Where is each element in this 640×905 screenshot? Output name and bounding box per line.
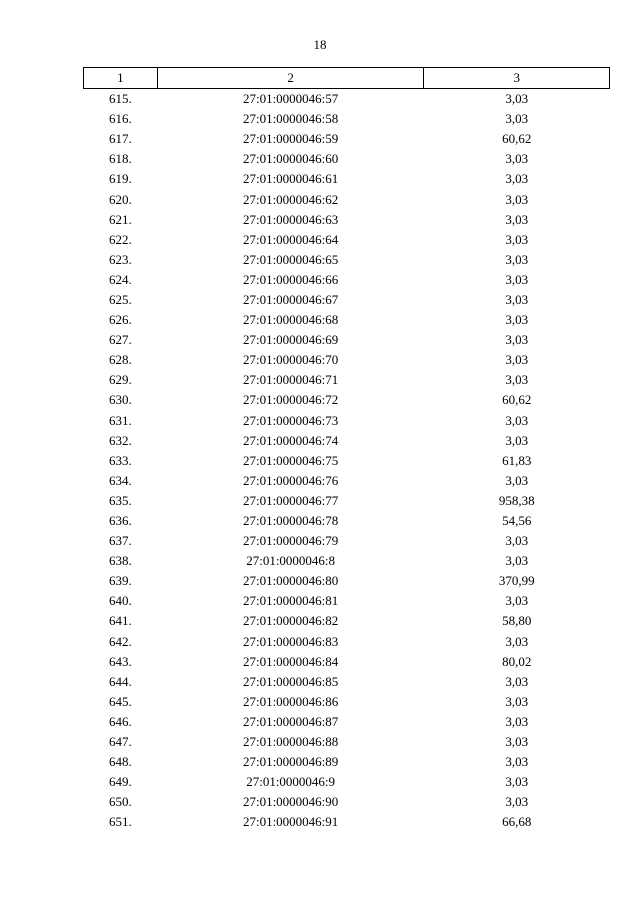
table-row [84,310,610,330]
cadastral-number-cell: 27:01:0000046:76 [242,472,339,488]
table-row [84,551,610,571]
cadastral-number-cell: 27:01:0000046:81 [242,593,339,609]
cadastral-number-cell: 27:01:0000046:86 [242,693,339,709]
table-row [84,210,610,230]
table-row [84,812,610,832]
cadastral-number-cell: 27:01:0000046:9 [246,774,336,790]
table-row [84,672,610,692]
table-row [84,632,610,652]
table-row [84,189,610,209]
row-number-cell: 634. [109,472,132,488]
cadastral-number-cell: 27:01:0000046:65 [242,251,339,267]
row-number-cell: 617. [109,131,132,147]
column-header-3: 3 [424,68,610,89]
value-cell: 3,03 [505,713,529,729]
row-number-cell: 639. [109,573,132,589]
value-cell: 3,03 [505,774,529,790]
value-cell: 60,62 [502,392,532,408]
cadastral-number-cell: 27:01:0000046:74 [242,432,339,448]
row-number-cell: 627. [109,332,132,348]
cadastral-number-cell: 27:01:0000046:85 [242,673,339,689]
table-row [84,471,610,491]
value-cell: 3,03 [505,693,529,709]
value-cell: 3,03 [505,533,529,549]
column-header-1: 1 [84,68,158,89]
row-number-cell: 643. [109,653,132,669]
table-row [84,350,610,370]
value-cell: 3,03 [505,673,529,689]
value-cell: 3,03 [505,291,529,307]
value-cell: 3,03 [505,754,529,770]
cadastral-number-cell: 27:01:0000046:78 [242,513,339,529]
row-number-cell: 649. [109,774,132,790]
table-row [84,230,610,250]
value-cell: 3,03 [505,352,529,368]
cadastral-table [83,67,610,832]
row-number-cell: 632. [109,432,132,448]
row-number-cell: 646. [109,713,132,729]
cadastral-number-cell: 27:01:0000046:57 [242,91,339,107]
row-number-cell: 648. [109,754,132,770]
table-row [84,370,610,390]
cadastral-number-cell: 27:01:0000046:83 [242,633,339,649]
table-row [84,411,610,431]
table-row [84,792,610,812]
value-cell: 3,03 [505,633,529,649]
table-row [84,511,610,531]
value-cell: 3,03 [505,553,529,569]
cadastral-number-cell: 27:01:0000046:61 [242,171,339,187]
table-row [84,149,610,169]
table-row [84,89,610,110]
table-row [84,431,610,451]
table-row [84,692,610,712]
row-number-cell: 637. [109,533,132,549]
page-number: 18 [313,37,327,52]
table-row [84,330,610,350]
row-number-cell: 624. [109,271,132,287]
value-cell: 3,03 [505,734,529,750]
row-number-cell: 622. [109,231,132,247]
cadastral-number-cell: 27:01:0000046:90 [242,794,339,810]
value-cell: 3,03 [505,111,529,127]
value-cell: 66,68 [502,814,532,830]
header-row [84,68,610,89]
value-cell: 3,03 [505,472,529,488]
table-row [84,652,610,672]
cadastral-number-cell: 27:01:0000046:64 [242,231,339,247]
table-row [84,732,610,752]
cadastral-number-cell: 27:01:0000046:63 [242,211,339,227]
cadastral-number-cell: 27:01:0000046:77 [242,492,339,508]
value-cell: 3,03 [505,211,529,227]
row-number-cell: 640. [109,593,132,609]
table-row [84,571,610,591]
row-number-cell: 616. [109,111,132,127]
value-cell: 3,03 [505,251,529,267]
cadastral-number-cell: 27:01:0000046:67 [242,291,339,307]
row-number-cell: 630. [109,392,132,408]
value-cell: 3,03 [505,271,529,287]
row-number-cell: 651. [109,814,132,830]
cadastral-number-cell: 27:01:0000046:60 [242,151,339,167]
table-row [84,250,610,270]
value-cell: 3,03 [505,593,529,609]
table-header [84,68,610,89]
value-cell: 3,03 [505,412,529,428]
cadastral-number-cell: 27:01:0000046:70 [242,352,339,368]
cadastral-number-cell: 27:01:0000046:69 [242,332,339,348]
cadastral-number-cell: 27:01:0000046:84 [242,653,339,669]
cadastral-number-cell: 27:01:0000046:89 [242,754,339,770]
cadastral-number-cell: 27:01:0000046:62 [242,191,339,207]
cadastral-number-cell: 27:01:0000046:87 [242,713,339,729]
table-body [84,89,610,833]
row-number-cell: 633. [109,452,132,468]
row-number-cell: 636. [109,513,132,529]
value-cell: 60,62 [502,131,532,147]
table-row [84,129,610,149]
value-cell: 3,03 [505,231,529,247]
row-number-cell: 647. [109,734,132,750]
table-row [84,712,610,732]
row-number-cell: 619. [109,171,132,187]
table-row [84,451,610,471]
row-number-cell: 625. [109,291,132,307]
row-number-cell: 644. [109,673,132,689]
row-number-cell: 642. [109,633,132,649]
table-row [84,611,610,631]
cadastral-number-cell: 27:01:0000046:68 [242,312,339,328]
row-number-cell: 641. [109,613,132,629]
table-row [84,772,610,792]
value-cell: 3,03 [505,312,529,328]
row-number-cell: 635. [109,492,132,508]
table-row [84,390,610,410]
cadastral-number-cell: 27:01:0000046:59 [242,131,339,147]
row-number-cell: 650. [109,794,132,810]
table-row [84,491,610,511]
column-header-2: 2 [157,68,424,89]
table-row [84,270,610,290]
value-cell: 3,03 [505,151,529,167]
table-row [84,752,610,772]
row-number-cell: 621. [109,211,132,227]
value-cell: 3,03 [505,91,529,107]
cadastral-number-cell: 27:01:0000046:58 [242,111,339,127]
cadastral-number-cell: 27:01:0000046:71 [242,372,339,388]
row-number-cell: 626. [109,312,132,328]
value-cell: 61,83 [502,452,532,468]
row-number-cell: 638. [109,553,132,569]
cadastral-number-cell: 27:01:0000046:88 [242,734,339,750]
value-cell: 3,03 [505,372,529,388]
cadastral-number-cell: 27:01:0000046:91 [242,814,339,830]
table-row [84,169,610,189]
cadastral-number-cell: 27:01:0000046:8 [246,553,336,569]
cadastral-number-cell: 27:01:0000046:72 [242,392,339,408]
value-cell: 58,80 [502,613,532,629]
table-row [84,109,610,129]
value-cell: 80,02 [502,653,532,669]
table-row [84,531,610,551]
cadastral-number-cell: 27:01:0000046:80 [242,573,339,589]
row-number-cell: 628. [109,352,132,368]
cadastral-number-cell: 27:01:0000046:75 [242,452,339,468]
cadastral-number-cell: 27:01:0000046:73 [242,412,339,428]
row-number-cell: 631. [109,412,132,428]
cadastral-number-cell: 27:01:0000046:79 [242,533,339,549]
row-number-cell: 629. [109,372,132,388]
row-number-cell: 645. [109,693,132,709]
value-cell: 370,99 [498,573,535,589]
table-row [84,290,610,310]
row-number-cell: 620. [109,191,132,207]
row-number-cell: 615. [109,91,132,107]
value-cell: 54,56 [502,513,532,529]
table-row [84,591,610,611]
value-cell: 3,03 [505,432,529,448]
value-cell: 3,03 [505,332,529,348]
value-cell: 3,03 [505,171,529,187]
row-number-cell: 623. [109,251,132,267]
row-number-cell: 618. [109,151,132,167]
value-cell: 3,03 [505,191,529,207]
cadastral-number-cell: 27:01:0000046:66 [242,271,339,287]
value-cell: 958,38 [498,492,535,508]
cadastral-number-cell: 27:01:0000046:82 [242,613,339,629]
value-cell: 3,03 [505,794,529,810]
